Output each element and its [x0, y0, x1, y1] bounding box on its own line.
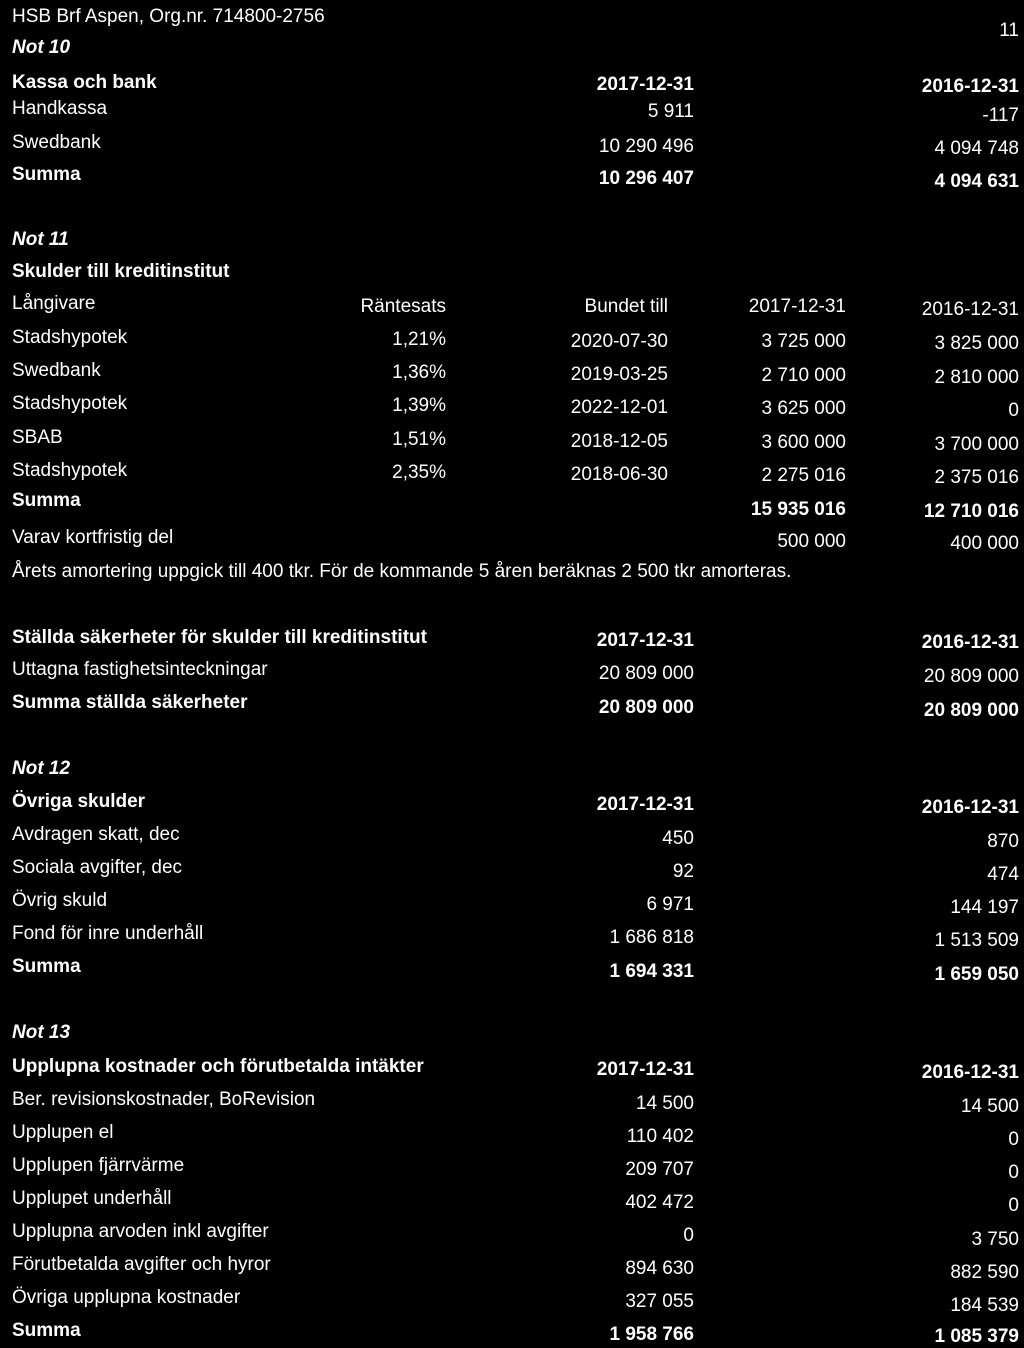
note-10-col-2017: 2017-12-31: [596, 74, 694, 95]
note-13-col-2017: 2017-12-31: [596, 1059, 694, 1080]
note-11-short-v2: 400 000: [950, 533, 1019, 554]
note-13-row-v2: 882 590: [950, 1262, 1019, 1283]
note-11-until: 2018-06-30: [570, 464, 668, 485]
note-12-heading: Övriga skulder: [12, 791, 146, 812]
note-13-row-label: Förutbetalda avgifter och hyror: [12, 1254, 271, 1275]
note-11-lender: Stadshypotek: [12, 327, 128, 348]
note-11-v2: 3 700 000: [934, 434, 1019, 455]
pledged-col-2016: 2016-12-31: [921, 632, 1019, 653]
note-10-sum-v2: 4 094 631: [934, 171, 1019, 192]
note-11-v2: 3 825 000: [934, 333, 1019, 354]
note-12-row-v2: 1 513 509: [934, 930, 1019, 951]
note-10-row-v2: 4 094 748: [934, 138, 1019, 159]
note-11-rate: 1,51%: [392, 429, 446, 450]
note-12-col-2017: 2017-12-31: [596, 794, 694, 815]
pledged-row-label: Uttagna fastighetsinteckningar: [12, 659, 268, 680]
note-11-v1: 2 710 000: [761, 365, 846, 386]
org-header: HSB Brf Aspen, Org.nr. 714800-2756: [12, 6, 325, 27]
note-11-rate: 2,35%: [392, 462, 446, 483]
note-10-sum-v1: 10 296 407: [598, 168, 694, 189]
note-13-row-label: Upplupen fjärrvärme: [12, 1155, 185, 1176]
note-12-row-label: Fond för inre underhåll: [12, 923, 204, 944]
note-13-row-v1: 327 055: [625, 1291, 694, 1312]
note-13-sum-label: Summa: [12, 1320, 81, 1341]
note-10-heading: Kassa och bank: [12, 72, 157, 93]
note-13-row-label: Upplupen el: [12, 1122, 114, 1143]
pledged-sum-label: Summa ställda säkerheter: [12, 692, 248, 713]
note-11-col-2017: 2017-12-31: [748, 296, 846, 317]
note-11-v1: 3 625 000: [761, 398, 846, 419]
note-11-sum-v2: 12 710 016: [923, 501, 1019, 522]
note-13-row-v1: 0: [683, 1225, 694, 1246]
note-12-row-v2: 870: [987, 831, 1019, 852]
note-13-row-v2: 14 500: [960, 1096, 1019, 1117]
note-12-col-2016: 2016-12-31: [921, 797, 1019, 818]
note-11-short-label: Varav kortfristig del: [12, 527, 174, 548]
note-13-row-label: Övriga upplupna kostnader: [12, 1287, 241, 1308]
note-10-col-2016: 2016-12-31: [921, 76, 1019, 97]
note-13-row-v2: 0: [1008, 1162, 1019, 1183]
pledged-row-v1: 20 809 000: [598, 663, 694, 684]
note-11-title: Not 11: [12, 229, 69, 250]
pledged-row-v2: 20 809 000: [923, 666, 1019, 687]
note-11-rate: 1,36%: [392, 362, 446, 383]
note-11-col-lender: Långivare: [12, 293, 96, 314]
pledged-heading: Ställda säkerheter för skulder till kreditinstitut: [12, 627, 427, 648]
note-11-col-rate: Räntesats: [360, 296, 446, 317]
note-13-heading: Upplupna kostnader och förutbetalda intäkter: [12, 1056, 424, 1077]
note-11-v2: 2 375 016: [934, 467, 1019, 488]
note-10-row-v1: 5 911: [647, 101, 694, 122]
note-13-col-2016: 2016-12-31: [921, 1062, 1019, 1083]
pledged-sum-v2: 20 809 000: [923, 700, 1019, 721]
note-13-row-v1: 402 472: [625, 1192, 694, 1213]
note-11-until: 2022-12-01: [570, 397, 668, 418]
note-11-amortization-text: Årets amortering uppgick till 400 tkr. För de kommande 5 åren beräknas 2 500 tkr amorteras.: [12, 561, 792, 582]
note-11-sum-v1: 15 935 016: [750, 499, 846, 520]
note-13-row-v2: 0: [1008, 1195, 1019, 1216]
note-12-row-v1: 1 686 818: [609, 927, 694, 948]
note-11-lender: SBAB: [12, 427, 63, 448]
note-11-lender: Swedbank: [12, 360, 101, 381]
note-13-sum-v2: 1 085 379: [934, 1326, 1019, 1347]
note-11-short-v1: 500 000: [777, 531, 846, 552]
note-11-rate: 1,21%: [392, 329, 446, 350]
note-11-until: 2019-03-25: [570, 364, 668, 385]
pledged-col-2017: 2017-12-31: [596, 630, 694, 651]
note-11-rate: 1,39%: [392, 395, 446, 416]
note-11-col-until: Bundet till: [584, 296, 668, 317]
note-12-sum-label: Summa: [12, 956, 81, 977]
note-13-row-label: Upplupna arvoden inkl avgifter: [12, 1221, 269, 1242]
note-10-row-label: Handkassa: [12, 98, 108, 119]
note-11-v2: 2 810 000: [934, 367, 1019, 388]
note-13-row-label: Upplupet underhåll: [12, 1188, 172, 1209]
page-number: 11: [999, 20, 1019, 41]
note-13-row-v2: 0: [1008, 1129, 1019, 1150]
note-12-row-v2: 144 197: [950, 897, 1019, 918]
note-11-heading: Skulder till kreditinstitut: [12, 261, 230, 282]
note-10-row-label: Swedbank: [12, 132, 101, 153]
note-12-row-label: Övrig skuld: [12, 890, 108, 911]
note-13-row-label: Ber. revisionskostnader, BoRevision: [12, 1089, 316, 1110]
note-13-row-v1: 110 402: [626, 1126, 694, 1147]
note-10-sum-label: Summa: [12, 164, 81, 185]
note-13-row-v1: 894 630: [625, 1258, 694, 1279]
note-11-v1: 3 600 000: [761, 432, 846, 453]
note-13-row-v2: 184 539: [950, 1295, 1019, 1316]
note-13-row-v1: 14 500: [635, 1093, 694, 1114]
note-12-row-v1: 6 971: [646, 894, 694, 915]
note-12-row-label: Avdragen skatt, dec: [12, 824, 180, 845]
note-11-lender: Stadshypotek: [12, 460, 128, 481]
note-10-row-v2: -117: [982, 105, 1019, 126]
note-12-row-v1: 450: [662, 828, 694, 849]
pledged-sum-v1: 20 809 000: [598, 697, 694, 718]
note-13-row-v1: 209 707: [625, 1159, 694, 1180]
note-11-v2: 0: [1008, 400, 1019, 421]
note-13-sum-v1: 1 958 766: [609, 1324, 694, 1345]
note-13-title: Not 13: [12, 1022, 71, 1043]
note-12-row-v1: 92: [672, 861, 694, 882]
note-13-row-v2: 3 750: [971, 1229, 1019, 1250]
note-11-lender: Stadshypotek: [12, 393, 128, 414]
note-11-sum-label: Summa: [12, 490, 81, 511]
note-12-title: Not 12: [12, 758, 71, 779]
note-12-row-v2: 474: [987, 864, 1019, 885]
note-12-sum-v1: 1 694 331: [609, 961, 694, 982]
note-11-until: 2020-07-30: [570, 331, 668, 352]
note-11-v1: 2 275 016: [761, 465, 846, 486]
note-10-row-v1: 10 290 496: [598, 136, 694, 157]
note-10-title: Not 10: [12, 37, 71, 58]
note-11-col-2016: 2016-12-31: [921, 299, 1019, 320]
note-11-until: 2018-12-05: [570, 431, 668, 452]
note-11-v1: 3 725 000: [761, 331, 846, 352]
note-12-sum-v2: 1 659 050: [934, 964, 1019, 985]
note-12-row-label: Sociala avgifter, dec: [12, 857, 183, 878]
